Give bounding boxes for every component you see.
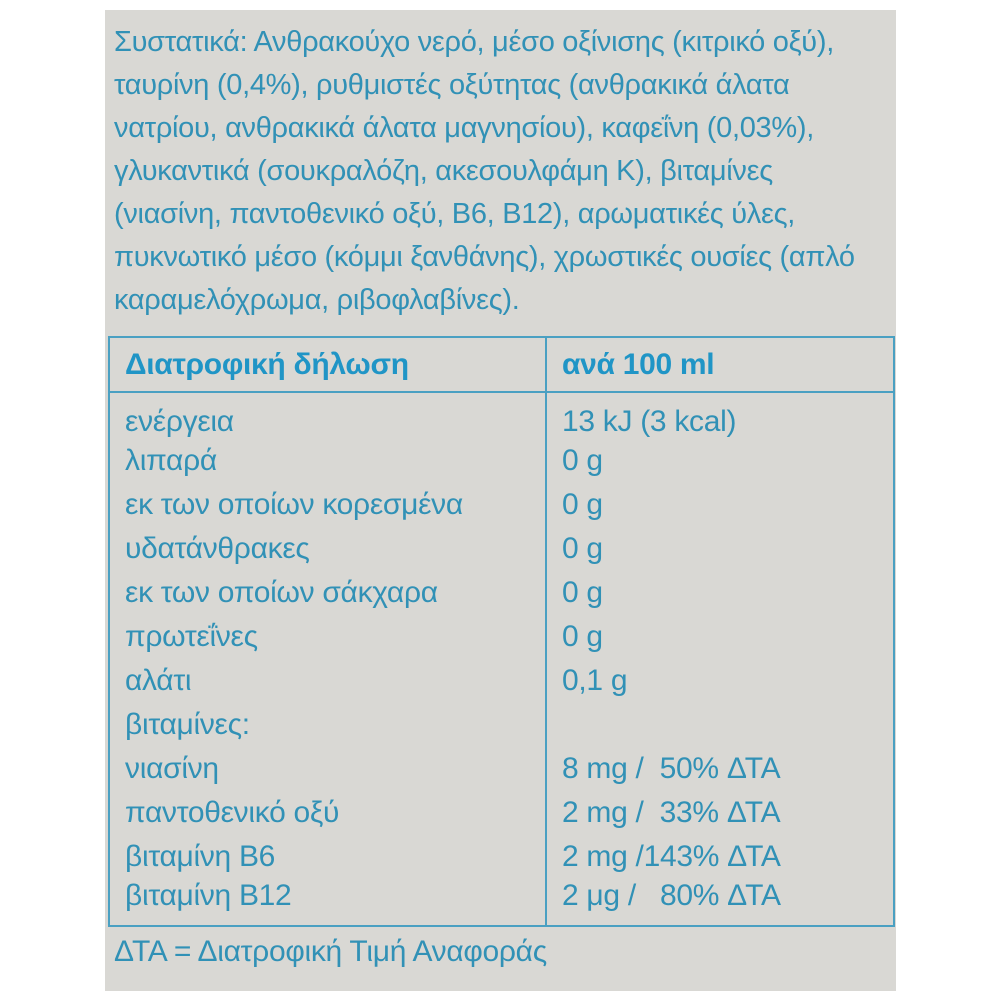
row-label: υδατάνθρακες [125,532,310,565]
table-row [109,703,894,747]
table-row [109,527,894,571]
table-row [109,791,894,835]
table-header-declaration: Διατροφική δήλωση [109,337,546,392]
row-label: βιταμίνη Β12 [125,879,292,912]
row-label: βιταμίνη Β6 [125,840,276,873]
row-value: 0 g [546,439,894,483]
row-label: λιπαρά [125,444,217,477]
row-label: παντοθενικό οξύ [125,796,340,829]
table-row [109,615,894,659]
table-row [109,747,894,791]
ingredients-text: Συστατικά: Ανθρακούχο νερό, μέσο οξίνισης (κιτρικό οξύ), ταυρίνη (0,4%), ρυθμιστές οξύτητας (ανθρακικά άλατα νατρίου, ανθρακικά άλατα μαγνησίου), καφεΐνη (0,03%), γλυκαντικά (σουκραλόζη, ακεσουλφάμη Κ), βιταμίνες (νιασίνη, παντοθενικό οξύ, Β6, Β12), αρωματικές ύλες, πυκνωτικό μέσο (κόμμι ξανθάνης), χρωστικές ουσίες (απλό καραμελόχρωμα, ριβοφλαβίνες). [114,26,855,316]
table-header-row [109,337,894,392]
row-value: 0 g [546,615,894,659]
table-row [109,392,894,439]
row-value: 0 g [546,527,894,571]
row-value: 13 kJ (3 kcal) [546,392,894,439]
table-row [109,439,894,483]
row-value: 0,1 g [546,659,894,703]
row-value: 2 μg / 80% ΔΤΑ [546,879,894,926]
row-label: αλάτι [125,664,192,697]
row-value: 0 g [546,571,894,615]
nutrition-table [108,336,895,927]
table-row [109,835,894,879]
row-value: 2 mg /143% ΔΤΑ [546,835,894,879]
footnote-text: ΔΤΑ = Διατροφική Τιμή Αναφοράς [114,935,547,968]
row-label: εκ των οποίων κορεσμένα [125,488,463,521]
table-header-per-100ml: ανά 100 ml [546,337,894,392]
row-label: ενέργεια [125,405,234,438]
table-row [109,483,894,527]
row-label: βιταμίνες: [125,708,250,741]
row-value: 2 mg / 33% ΔΤΑ [546,791,894,835]
row-value: 0 g [546,483,894,527]
table-row [109,659,894,703]
row-label: πρωτεΐνες [125,620,258,653]
row-value: 8 mg / 50% ΔΤΑ [546,747,894,791]
row-label: νιασίνη [125,752,219,785]
table-row [109,571,894,615]
row-value [546,703,894,747]
row-label: εκ των οποίων σάκχαρα [125,576,438,609]
table-row [109,879,894,926]
label-panel [105,10,896,991]
